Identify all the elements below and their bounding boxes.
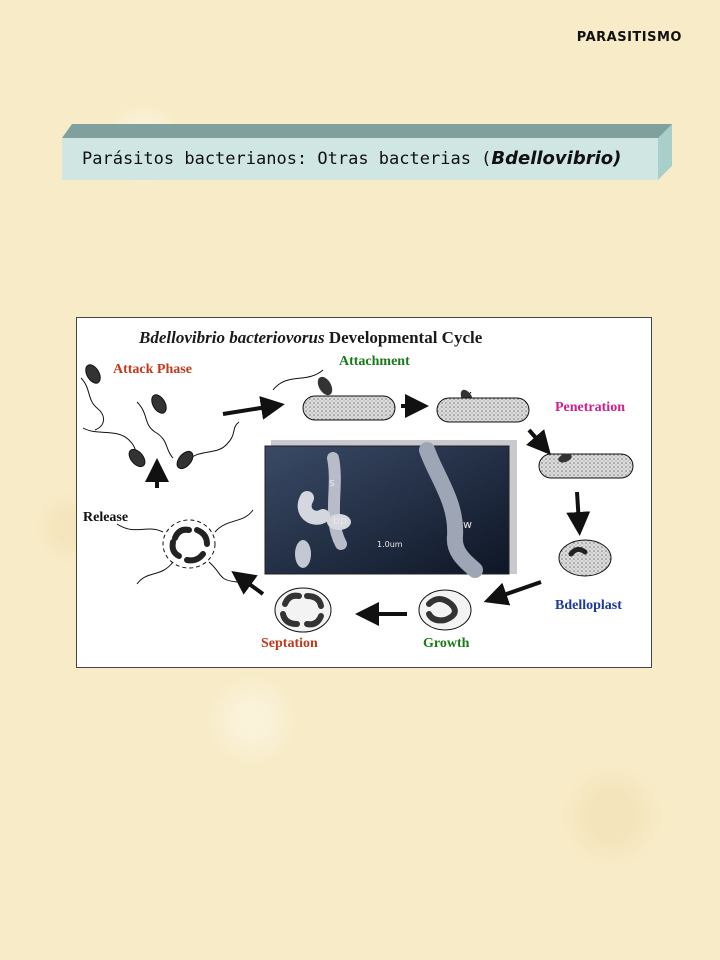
micrograph-label-bp: bp bbox=[333, 514, 347, 527]
title-banner bbox=[62, 124, 672, 180]
stage-label-growth: Growth bbox=[423, 636, 470, 651]
banner-title-plain: Parásitos bacterianos: Otras bacterias ( bbox=[82, 149, 492, 169]
stage-label-penetration: Penetration bbox=[555, 400, 625, 415]
banner-title-italic: Bdellovibrio) bbox=[491, 148, 622, 169]
release-cell bbox=[117, 510, 253, 584]
micrograph-label-s: s bbox=[329, 476, 335, 489]
penetration-cell bbox=[437, 388, 529, 422]
developmental-cycle-figure bbox=[76, 317, 652, 668]
section-header: PARASITISMO bbox=[576, 30, 682, 45]
attack-phase-vibrios bbox=[81, 362, 239, 471]
stage-label-attack-phase: Attack Phase bbox=[113, 362, 192, 377]
growth-cell bbox=[419, 590, 471, 630]
figure-title-species: Bdellovibrio bacteriovorus bbox=[139, 328, 325, 347]
stage-label-septation: Septation bbox=[261, 636, 318, 651]
banner-title bbox=[82, 148, 621, 169]
stage-label-release: Release bbox=[83, 510, 129, 525]
septation-cell bbox=[275, 588, 331, 632]
figure-title-rest: Developmental Cycle bbox=[324, 328, 483, 347]
figure-title bbox=[139, 328, 482, 348]
invaded-cell bbox=[539, 452, 633, 478]
bdelloplast-cell bbox=[559, 540, 611, 576]
stage-label-bdelloplast: Bdelloplast bbox=[555, 598, 622, 613]
attachment-cell bbox=[273, 370, 395, 420]
sem-micrograph bbox=[265, 440, 517, 574]
micrograph-label-w: w bbox=[463, 518, 472, 531]
stage-label-attachment: Attachment bbox=[339, 354, 410, 369]
micrograph-scale-bar: 1.0um bbox=[377, 540, 403, 549]
